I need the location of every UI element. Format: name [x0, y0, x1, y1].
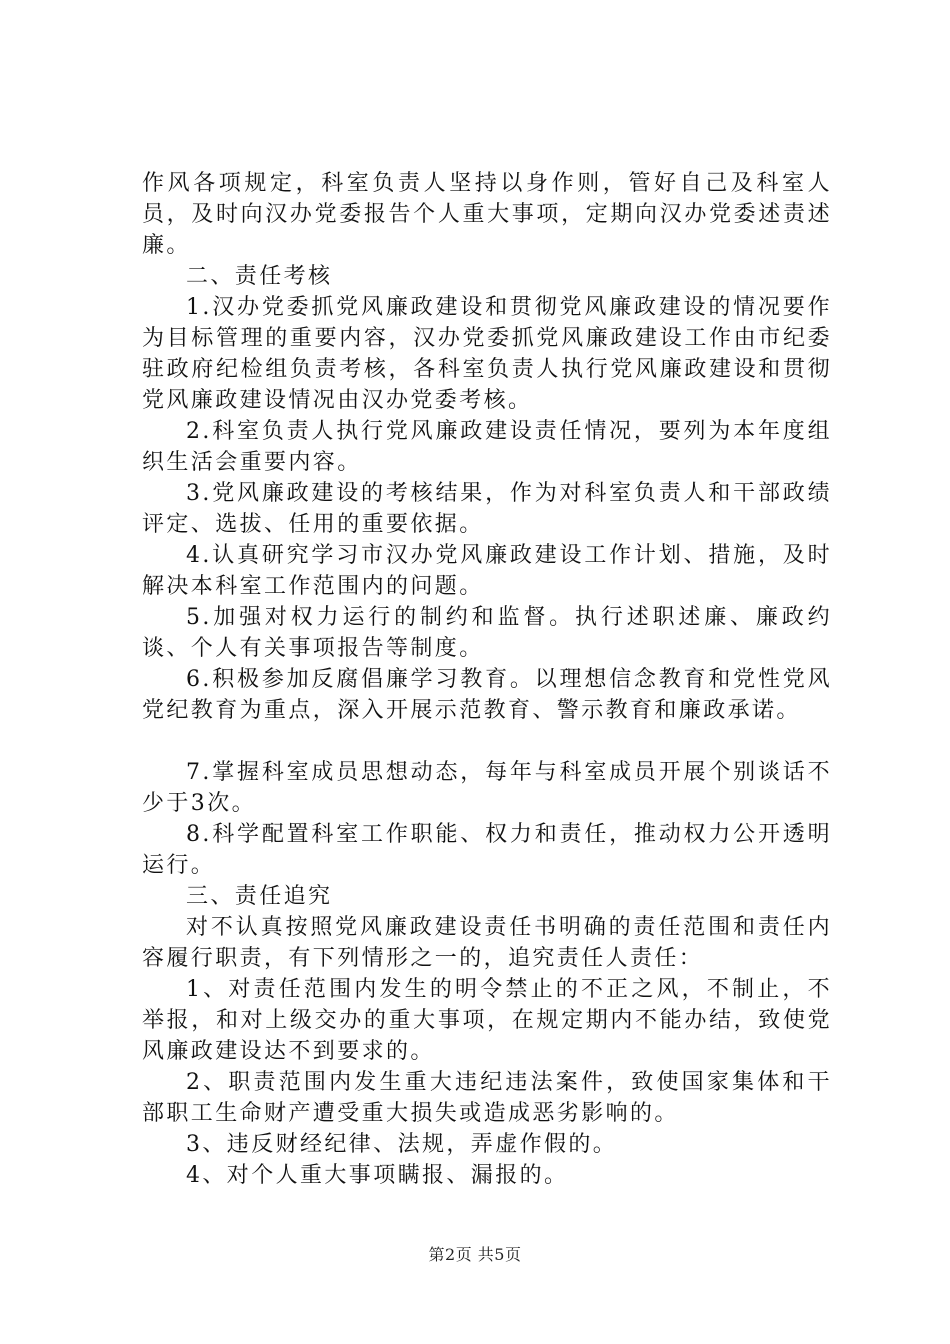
assessment-item-2: 2.科室负责人执行党风廉政建设责任情况，要列为本年度组织生活会重要内容。 — [142, 419, 832, 475]
page-number-indicator: 第2页 共5页 — [428, 1245, 522, 1264]
section-heading-accountability: 三、责任追究 — [186, 884, 333, 909]
document-body — [142, 168, 832, 1191]
paragraph-continuation: 作风各项规定，科室负责人坚持以身作则，管好自己及科室人员，及时向汉办党委报告个人重大事项，定期向汉办党委述责述廉。 — [142, 171, 832, 258]
assessment-item-6: 6.积极参加反腐倡廉学习教育。以理想信念教育和党性党风党纪教育为重点，深入开展示范教育、警示教育和廉政承诺。 — [142, 667, 832, 723]
accountability-item-2: 2、职责范围内发生重大违纪违法案件，致使国家集体和干部职工生命财产遭受重大损失或造成恶劣影响的。 — [142, 1070, 832, 1126]
assessment-item-7: 7.掌握科室成员思想动态，每年与科室成员开展个别谈话不少于3次。 — [142, 760, 832, 816]
accountability-item-3: 3、违反财经纪律、法规，弄虚作假的。 — [186, 1132, 618, 1157]
accountability-item-1: 1、对责任范围内发生的明令禁止的不正之风，不制止，不举报，和对上级交办的重大事项，在规定期内不能办结，致使党风廉政建设达不到要求的。 — [142, 977, 832, 1064]
assessment-item-3: 3.党风廉政建设的考核结果，作为对科室负责人和干部政绩评定、选拔、任用的重要依据。 — [142, 481, 832, 537]
assessment-item-1: 1.汉办党委抓党风廉政建设和贯彻党风廉政建设的情况要作为目标管理的重要内容，汉办党委抓党风廉政建设工作由市纪委驻政府纪检组负责考核，各科室负责人执行党风廉政建设和贯彻党风廉政建设情况由汉办党委考核。 — [142, 295, 832, 413]
assessment-item-8: 8.科学配置科室工作职能、权力和责任，推动权力公开透明运行。 — [142, 822, 832, 878]
page-footer — [0, 1242, 950, 1265]
assessment-item-4: 4.认真研究学习市汉办党风廉政建设工作计划、措施，及时解决本科室工作范围内的问题。 — [142, 543, 832, 599]
accountability-item-4: 4、对个人重大事项瞒报、漏报的。 — [186, 1163, 569, 1188]
accountability-intro: 对不认真按照党风廉政建设责任书明确的责任范围和责任内容履行职责，有下列情形之一的，追究责任人责任： — [142, 915, 832, 971]
assessment-item-5: 5.加强对权力运行的制约和监督。执行述职述廉、廉政约谈、个人有关事项报告等制度。 — [142, 605, 832, 661]
section-heading-responsibility-assessment: 二、责任考核 — [186, 264, 333, 289]
